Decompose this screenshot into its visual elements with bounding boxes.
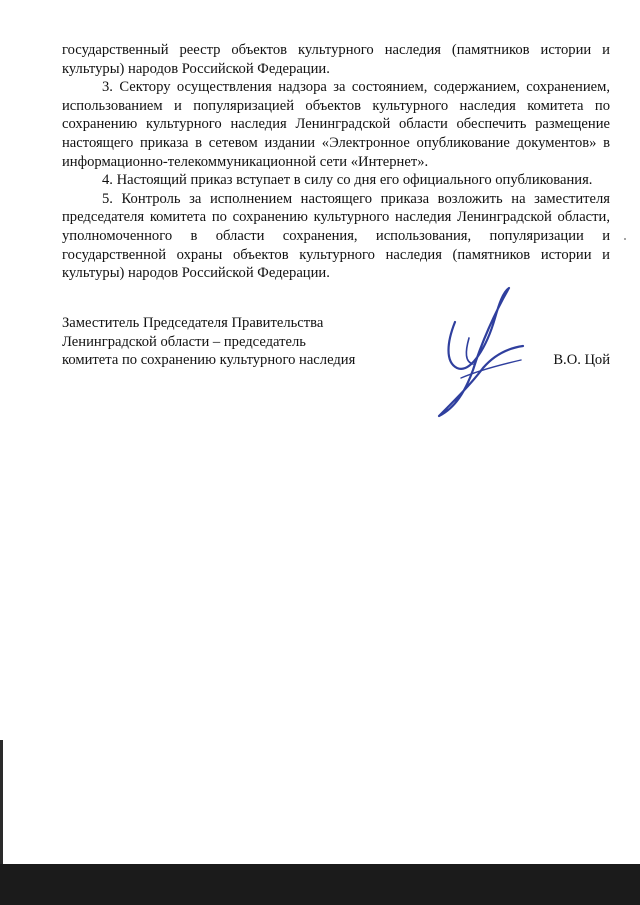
document-body	[62, 41, 610, 283]
handwritten-signature	[425, 282, 535, 422]
signatory-name: В.О. Цой	[553, 352, 610, 368]
paragraph-item-3: 3. Сектору осуществления надзора за состоянием, содержанием, сохранением, использованием и популяризацией объектов культурного наследия комитета по сохранению культурного наследия Ленинградской области обеспечить размещение настоящего приказа в сетевом издании «Электронное опубликование документов» в информационно-телекоммуникационной сети «Интернет».	[62, 79, 610, 170]
paragraph-item-4: 4. Настоящий приказ вступает в силу со дня его официального опубликования.	[102, 172, 593, 189]
scan-left-edge-shadow	[0, 740, 3, 864]
signatory-position	[62, 314, 355, 370]
paragraph-item-5: 5. Контроль за исполнением настоящего приказа возложить на заместителя председателя комитета по сохранению культурного наследия Ленинградской области, уполномоченного в области сохранения, использования, популяризации и государственной охраны объектов культурного наследия (памятников истории и культуры) народов Российской Федерации.	[62, 190, 610, 282]
signatory-position-line-2: Ленинградской области – председатель	[62, 333, 306, 350]
scan-bottom-edge-shadow	[0, 864, 640, 905]
signatory-position-line-1: Заместитель Председателя Правительства	[62, 315, 324, 331]
scan-artifact-speck	[624, 238, 626, 240]
paragraph-reestr-continuation: государственный реестр объектов культурного наследия (памятников истории и культуры) народов Российской Федерации.	[62, 42, 610, 77]
signatory-position-line-3: комитета по сохранению культурного наследия	[62, 352, 356, 369]
